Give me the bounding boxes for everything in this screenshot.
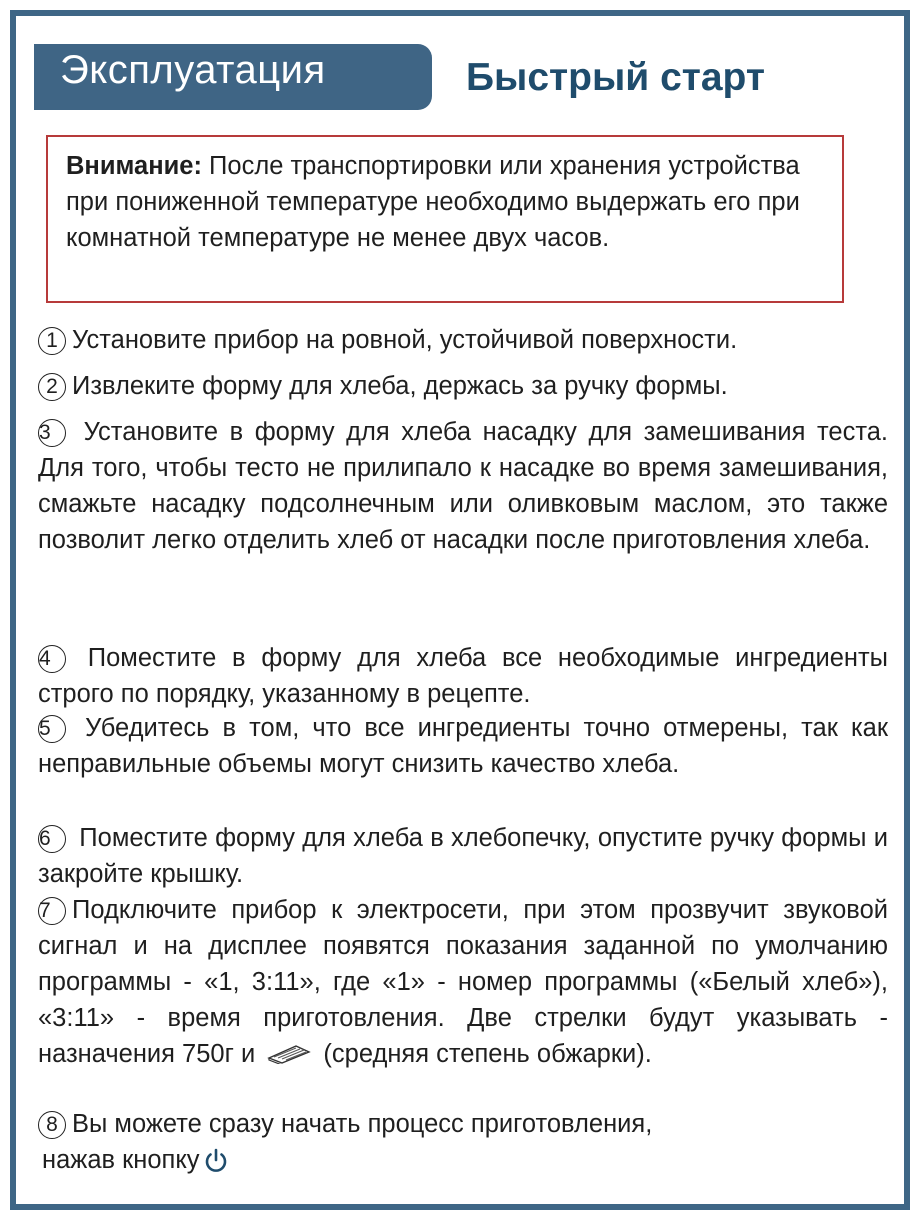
list-item: [38, 414, 888, 558]
step-number: 1: [38, 327, 66, 355]
list-item: [38, 368, 888, 404]
step-number: 7: [38, 897, 66, 925]
toast-medium-icon: [266, 1038, 312, 1060]
list-item: [38, 322, 888, 358]
step-text: Поместите форму для хлеба в хлебопечку, опустите ручку формы и закройте крышку.: [38, 824, 888, 888]
warning-text: [66, 148, 806, 256]
step-text: Извлеките форму для хлеба, держась за ручку формы.: [72, 372, 728, 400]
warning-body: После транспортировки или хранения устройства при пониженной температуре необходимо выдержать его при комнатной температуре не менее двух часов.: [66, 152, 800, 252]
page-title: Быстрый старт: [466, 56, 765, 99]
list-item: [38, 640, 888, 712]
step-number: 8: [38, 1111, 66, 1139]
section-tab-label: Эксплуатация: [60, 48, 326, 92]
step-text: Вы можете сразу начать процесс приготовления,: [72, 1110, 653, 1138]
list-item: [38, 1106, 888, 1142]
step-text: Подключите прибор к электросети, при этом прозвучит звуковой сигнал и на дисплее появятся показания заданной по умолчанию программы - «1, 3:11», где «1» - номер программы («Белый хлеб»), «3:11» - время приготовления. Две стрелки будут указывать - назначения 750г и: [38, 896, 888, 1068]
warning-label: Внимание:: [66, 152, 202, 180]
step-text: Убедитесь в том, что все ингредиенты точно отмерены, так как неправильные объемы могут снизить качество хлеба.: [38, 714, 888, 778]
step-number: 3: [38, 419, 66, 447]
step-number: 2: [38, 373, 66, 401]
power-button-icon: [202, 1146, 230, 1174]
list-item: [38, 820, 888, 892]
list-item: [38, 710, 888, 782]
step-text: нажав кнопку: [42, 1146, 200, 1174]
step-number: 4: [38, 645, 66, 673]
step-number: 5: [38, 715, 66, 743]
step-text-after-icon: (средняя степень обжарки).: [316, 1040, 652, 1068]
step-text: Поместите в форму для хлеба все необходимые ингредиенты строго по порядку, указанному в рецепте.: [38, 644, 888, 708]
step-text: Установите прибор на ровной, устойчивой поверхности.: [72, 326, 738, 354]
list-item-continuation: [42, 1142, 892, 1178]
step-text: Установите в форму для хлеба насадку для замешивания теста. Для того, чтобы тесто не прилипало к насадке во время замешивания, смажьте насадку подсолнечным или оливковым маслом, это также позволит легко отделить хлеб от насадки после приготовления хлеба.: [38, 418, 888, 554]
step-number: 6: [38, 825, 66, 853]
list-item: [38, 892, 888, 1072]
